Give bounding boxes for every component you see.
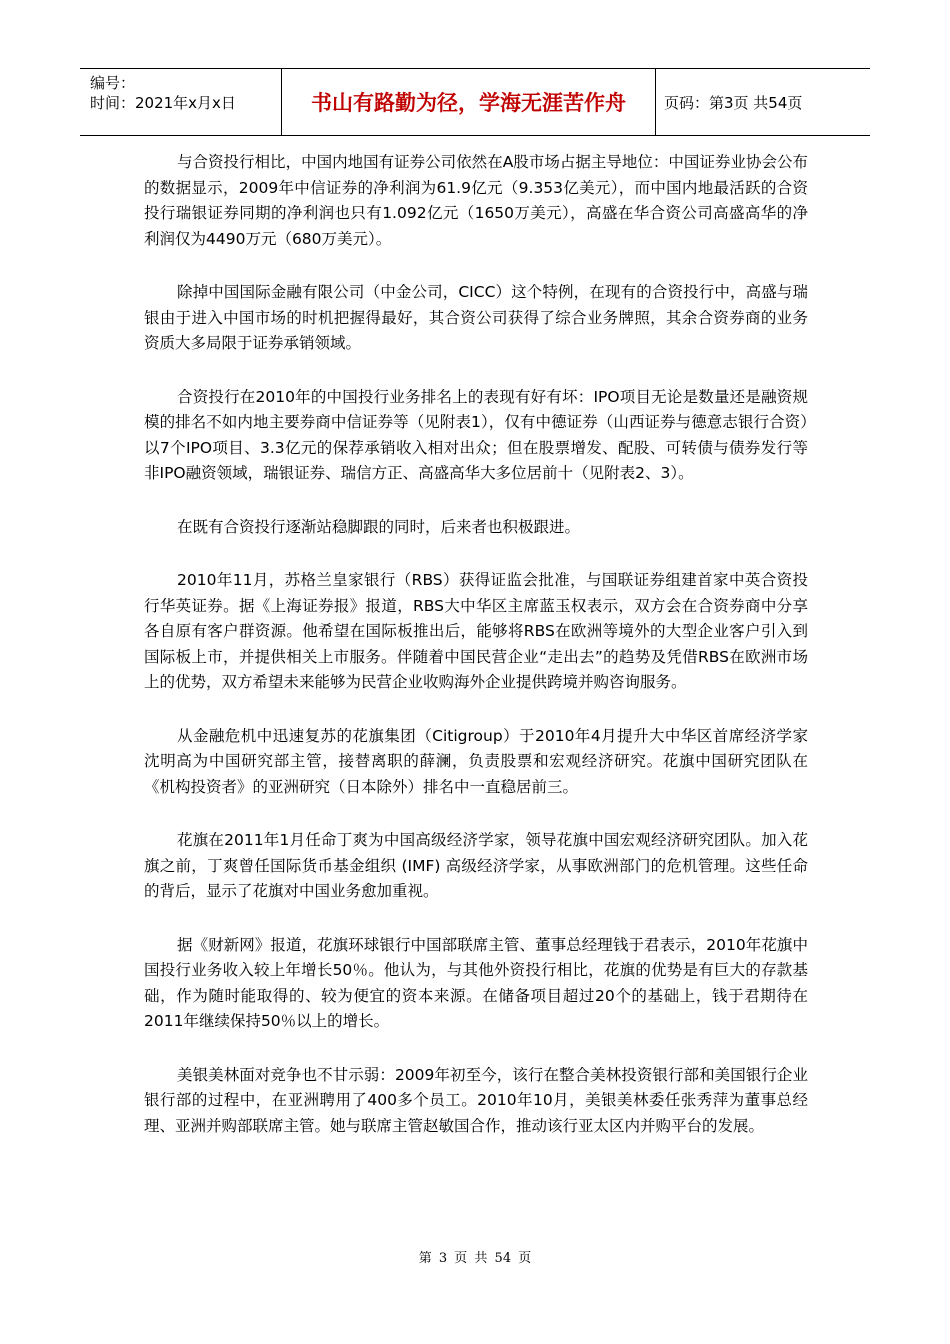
paragraph: 合资投行在2010年的中国投行业务排名上的表现有好有坏：IPO项目无论是数量还是融资规模的排名不如内地主要券商中信证券等（见附表1），仅有中德证券（山西证券与德意志银行合资）以7个IPO项目、3.3亿元的保荐承销收入相对出众；但在股票增发、配股、可转债与债券发行等非IPO融资领域，瑞银证券、瑞信方正、高盛高华大多位居前十（见附表2、3）。 (144, 387, 808, 482)
document-number-label: 编号： (90, 74, 136, 92)
paragraph: 2010年11月，苏格兰皇家银行（RBS）获得证监会批准，与国联证券组建首家中英合资投行华英证券。据《上海证券报》报道，RBS大中华区主席蓝玉权表示，双方会在合资券商中分享各自原有客户群资源。他希望在国际板推出后，能够将RBS在欧洲等境外的大型企业客户引入到国际板上市，并提供相关上市服务。伴随着中国民营企业“走出去”的趋势及凭借RBS在欧洲市场上的优势，双方希望未来能够为民营企业收购海外企业提供跨境并购咨询服务。 (144, 571, 808, 691)
document-date-label: 时间：2021年x月x日 (90, 94, 236, 112)
paragraph: 从金融危机中迅速复苏的花旗集团（Citigroup）于2010年4月提升大中华区首席经济学家沈明高为中国研究部主管，接替离职的薛澜，负责股票和宏观经济研究。花旗中国研究团队在《机构投资者》的亚洲研究（日本除外）排名中一直稳居前三。 (144, 726, 808, 796)
paragraph: 与合资投行相比，中国内地国有证券公司依然在A股市场占据主导地位：中国证券业协会公布的数据显示，2009年中信证券的净利润为61.9亿元（9.353亿美元），而中国内地最活跃的合资投行瑞银证券同期的净利润也只有1.092亿元（1650万美元），高盛在华合资公司高盛高华的净利润仅为4490万元（680万美元）。 (144, 153, 808, 248)
paragraph: 除掉中国国际金融有限公司（中金公司，CICC）这个特例，在现有的合资投行中，高盛与瑞银由于进入中国市场的时机把握得最好，其合资公司获得了综合业务牌照，其余合资券商的业务资质大多局限于证券承销领域。 (144, 283, 808, 352)
page-header (80, 68, 870, 136)
paragraph: 美银美林面对竞争也不甘示弱：2009年初至今，该行在整合美林投资银行部和美国银行企业银行部的过程中，在亚洲聘用了400多个员工。2010年10月，美银美林委任张秀萍为董事总经理、亚洲并购部联席主管。她与联席主管赵敏国合作，推动该行亚太区内并购平台的发展。 (144, 1065, 808, 1135)
paragraph: 据《财新网》报道，花旗环球银行中国部联席主管、董事总经理钱于君表示，2010年花旗中国投行业务收入较上年增长50％。他认为，与其他外资投行相比，花旗的优势是有巨大的存款基础，作为随时能取得的、较为便宜的资本来源。在储备项目超过20个的基础上，钱于君期待在2011年继续保持50％以上的增长。 (144, 935, 808, 1030)
header-meta (80, 69, 282, 135)
header-page-info: 页码：第3页 共54页 (664, 94, 803, 112)
paragraph: 花旗在2011年1月任命丁爽为中国高级经济学家，领导花旗中国宏观经济研究团队。加入花旗之前，丁爽曾任国际货币基金组织 (IMF) 高级经济学家，从事欧洲部门的危机管理。这些任命的背后，显示了花旗对中国业务愈加重视。 (144, 831, 808, 900)
header-motto: 书山有路勤为径，学海无涯苦作舟 (282, 69, 656, 135)
page-footer: 第 3 页 共 54 页 (418, 1251, 532, 1266)
document-body (144, 150, 808, 1167)
paragraph: 在既有合资投行逐渐站稳脚跟的同时，后来者也积极跟进。 (177, 517, 581, 536)
